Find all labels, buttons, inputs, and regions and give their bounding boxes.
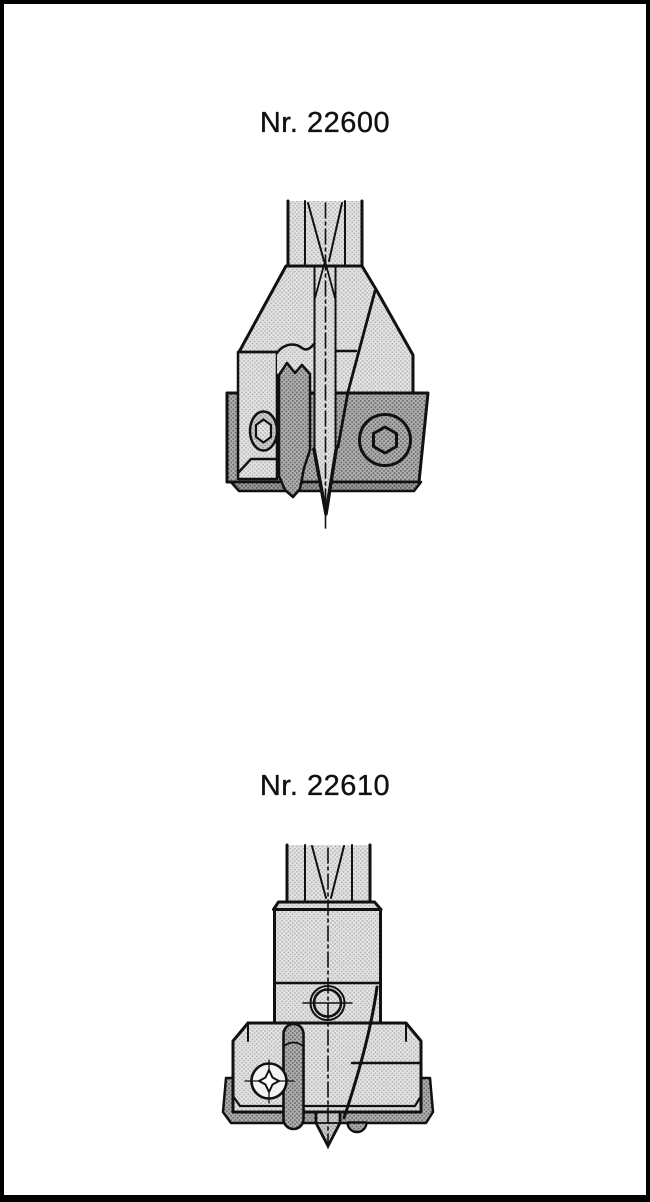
part-number-label-first: Nr. 22600	[259, 107, 391, 139]
part-number-label-second: Nr. 22610	[259, 770, 391, 802]
drill-bit-illustration-22600	[227, 201, 428, 528]
hex-socket-small-recess	[256, 420, 271, 443]
drill-bit-illustration-22610	[223, 845, 433, 1148]
hex-socket-large-recess	[374, 427, 397, 453]
rim-spur-tooth	[348, 1123, 367, 1133]
